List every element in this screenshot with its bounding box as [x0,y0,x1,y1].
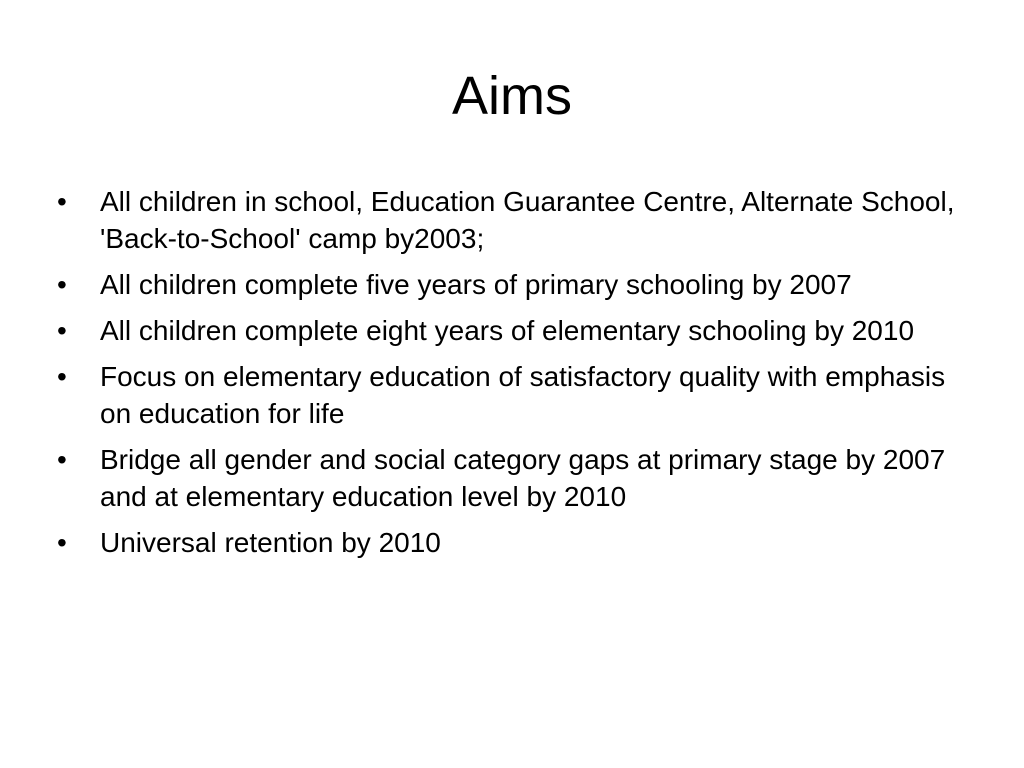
bullet-item [57,266,977,303]
bullet-text: All children complete eight years of elementary schooling by 2010 [100,315,915,346]
bullet-icon: • [57,444,67,475]
bullet-list [57,183,977,570]
bullet-icon: • [57,361,67,392]
bullet-item [57,441,977,515]
bullet-text: Universal retention by 2010 [100,527,441,558]
bullet-item [57,524,977,561]
bullet-text: All children in school, Education Guarantee Centre, Alternate School, 'Back-to-School' camp by2003; [100,186,955,254]
bullet-icon: • [57,269,67,300]
bullet-item [57,183,977,257]
slide-title: Aims [452,66,572,126]
bullet-text: Bridge all gender and social category gaps at primary stage by 2007 and at elementary education level by 2010 [100,444,946,512]
bullet-text: Focus on elementary education of satisfactory quality with emphasis on education for life [100,361,946,429]
bullet-icon: • [57,186,67,217]
bullet-text: All children complete five years of primary schooling by 2007 [100,269,852,300]
bullet-icon: • [57,527,67,558]
bullet-icon: • [57,315,67,346]
bullet-item [57,358,977,432]
bullet-item [57,312,977,349]
